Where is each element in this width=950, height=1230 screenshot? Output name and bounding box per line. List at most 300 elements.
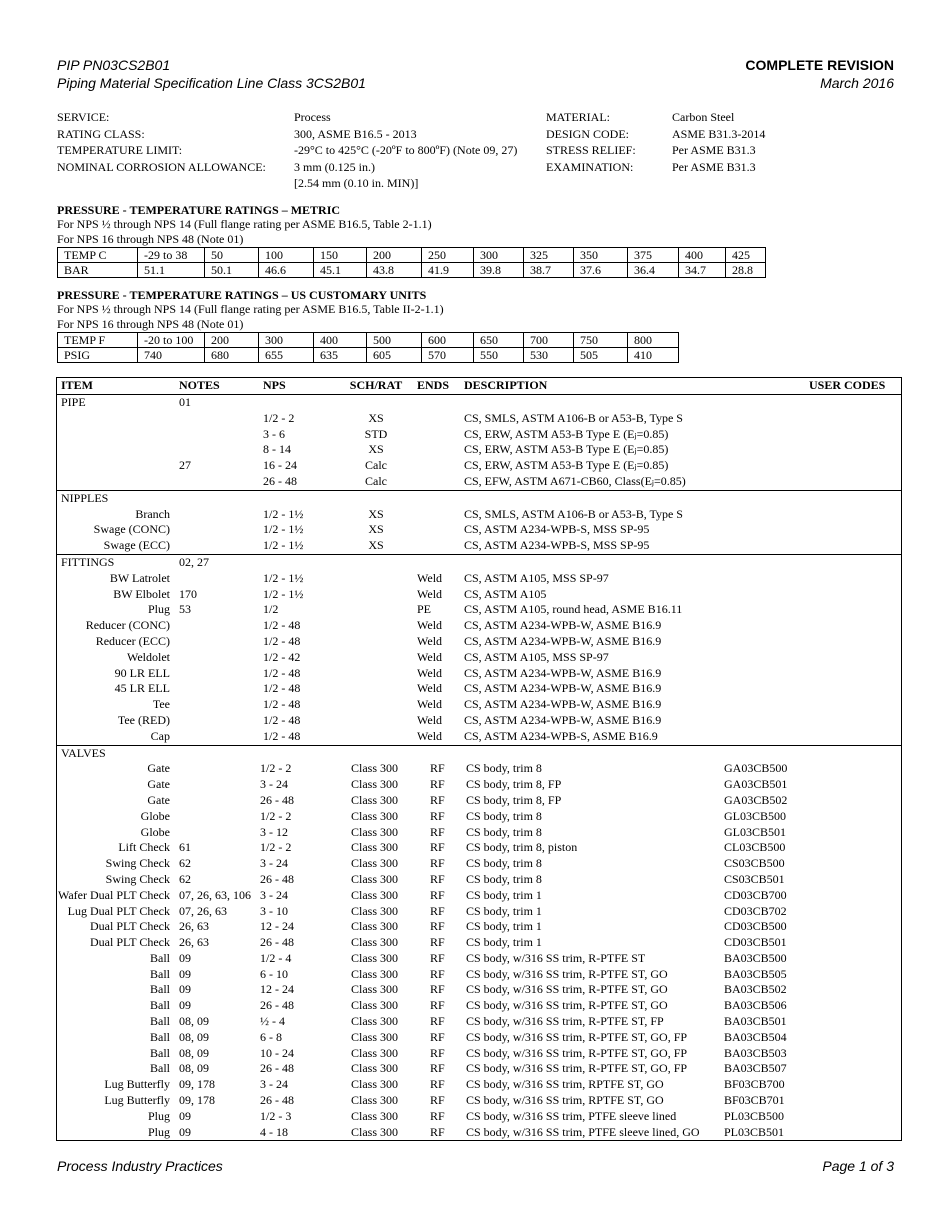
table-row [57,1061,901,1077]
sch-cell: Class 300 [351,777,399,792]
nps-cell: 3 - 24 [260,856,288,871]
ends-cell: RF [430,903,445,918]
description-cell: CS, ERW, ASTM A53-B Type E (Eⱼ=0.85) [464,458,669,473]
description-cell: CS body, trim 1 [466,935,542,950]
sch-cell: Class 300 [351,808,399,823]
table-row [57,809,901,825]
user-code-cell: CS03CB501 [724,871,785,886]
user-code-cell: BF03CB700 [724,1077,785,1092]
nps-cell: 1/2 - 2 [260,761,292,776]
table-cell: PSIG [58,348,138,363]
table-cell: 300 [474,248,524,263]
description-cell: CS body, trim 8, piston [466,840,578,855]
description-cell: CS, SMLS, ASTM A106-B or A53-B, Type S [464,506,683,521]
ends-cell: Weld [417,649,443,664]
nps-cell: 1/2 - 2 [263,410,295,425]
ends-cell: RF [430,1045,445,1060]
nps-cell: 26 - 48 [263,473,297,488]
user-code-cell: BA03CB501 [724,1014,787,1029]
table-cell: 550 [474,348,524,363]
user-code-cell: CD03CB500 [724,919,787,934]
notes-cell: 01 [179,395,191,409]
item-cell: Swage (CONC) [93,522,170,537]
notes-cell: 09 [179,966,191,981]
sch-cell: Class 300 [351,998,399,1013]
user-code-cell: BF03CB701 [724,1093,785,1108]
sch-cell: Class 300 [351,1093,399,1108]
table-header-row [57,378,901,395]
rating-value: 300, ASME B16.5 - 2013 [294,126,417,141]
nps-cell: 1/2 - 48 [263,633,301,648]
user-code-cell: PL03CB500 [724,1108,785,1123]
metric-note-1: For NPS ½ through NPS 14 (Full flange rating per ASME B16.5, Table 2-1.1) [57,217,432,231]
item-cell: 90 LR ELL [114,665,170,680]
nps-cell: 3 - 10 [260,903,288,918]
group-title-row [57,491,901,507]
item-cell: Tee (RED) [117,712,170,727]
description-cell: CS, ASTM A105, MSS SP-97 [464,570,609,585]
ends-cell: RF [430,761,445,776]
table-row [57,1030,901,1046]
notes-cell: 08, 09 [179,1061,209,1076]
table-row [57,474,901,490]
col-header-sch: SCH/RAT [349,378,403,392]
description-cell: CS body, w/316 SS trim, R-PTFE ST, GO, FP [466,1045,688,1060]
table-row [57,777,901,793]
item-cell: Reducer (CONC) [85,618,170,633]
ends-cell: RF [430,1014,445,1029]
metric-bar-row [58,263,766,278]
user-code-cell: BA03CB503 [724,1045,787,1060]
description-cell: CS body, w/316 SS trim, R-PTFE ST, GO [466,982,668,997]
nps-cell: 6 - 10 [260,966,288,981]
table-cell: 740 [138,348,205,363]
item-cell: Swing Check [105,871,170,886]
table-cell: 250 [422,248,474,263]
table-row [57,1046,901,1062]
nps-cell: 26 - 48 [260,998,294,1013]
info-values-right [672,109,765,175]
table-cell: 50.1 [205,263,259,278]
design-code-value: ASME B31.3-2014 [672,126,766,141]
table-cell: 200 [205,333,259,348]
table-cell: 375 [628,248,679,263]
item-cell: BW Latrolet [109,570,170,585]
table-row [57,951,901,967]
info-values-left [294,109,517,192]
notes-cell: 27 [179,458,191,473]
description-cell: CS body, trim 1 [466,919,542,934]
table-row [57,650,901,666]
item-cell: Dual PLT Check [90,935,170,950]
item-cell: Swage (ECC) [103,538,170,553]
description-cell: CS, ASTM A234-WPB-W, ASME B16.9 [464,665,662,680]
table-row [57,1077,901,1093]
ends-cell: RF [430,950,445,965]
rating-label: RATING CLASS: [57,126,145,141]
sch-cell: Class 300 [351,903,399,918]
user-code-cell: BA03CB504 [724,1029,787,1044]
table-cell: 50 [205,248,259,263]
table-cell: 39.8 [474,263,524,278]
description-cell: CS body, trim 1 [466,887,542,902]
item-cell: Dual PLT Check [90,919,170,934]
notes-cell: 170 [179,586,197,601]
group-title: FITTINGS [61,554,115,569]
examination-label: EXAMINATION: [546,159,634,174]
notes-cell: 08, 09 [179,1014,209,1029]
description-cell: CS body, w/316 SS trim, R-PTFE ST, GO [466,998,668,1013]
description-cell: CS, ASTM A105, MSS SP-97 [464,649,609,664]
item-cell: Globe [140,808,170,823]
table-cell: 300 [259,333,314,348]
table-cell: 41.9 [422,263,474,278]
table-cell: 800 [628,333,679,348]
description-cell: CS body, w/316 SS trim, PTFE sleeve lined [466,1108,677,1123]
description-cell: CS, ASTM A234-WPB-W, ASME B16.9 [464,697,662,712]
table-cell: 605 [367,348,422,363]
info-labels-left [57,109,266,175]
description-cell: CS, ASTM A234-WPB-S, MSS SP-95 [464,522,650,537]
item-cell: Swing Check [105,856,170,871]
ends-cell: Weld [417,570,443,585]
item-cell: Weldolet [126,649,170,664]
sch-cell: Class 300 [351,871,399,886]
notes-cell: 09 [179,998,191,1013]
nps-cell: 16 - 24 [263,458,297,473]
item-cell: Gate [147,792,170,807]
table-row [57,1014,901,1030]
table-row [57,840,901,856]
ends-cell: RF [430,792,445,807]
table-cell: 570 [422,348,474,363]
table-row [57,793,901,809]
sch-cell: Class 300 [351,966,399,981]
ends-cell: RF [430,1093,445,1108]
nps-cell: 1/2 - 2 [260,808,292,823]
user-code-cell: BA03CB500 [724,950,787,965]
nps-cell: 1/2 - 48 [263,618,301,633]
nipples-group [57,490,901,554]
group-title-row [57,395,901,411]
user-code-cell: GL03CB500 [724,808,787,823]
nps-cell: ½ - 4 [260,1014,285,1029]
table-row [57,427,901,443]
table-cell: 600 [422,333,474,348]
ends-cell: Weld [417,618,443,633]
footer-page-number: Page 1 of 3 [822,1158,894,1174]
col-header-ends: ENDS [417,378,450,392]
user-code-cell: GA03CB502 [724,792,788,807]
ends-cell: RF [430,777,445,792]
user-code-cell: GA03CB500 [724,761,788,776]
table-cell: 325 [524,248,574,263]
user-code-cell: BA03CB507 [724,1061,787,1076]
description-cell: CS body, trim 8 [466,808,542,823]
table-cell: 45.1 [314,263,367,278]
item-cell: Lug Dual PLT Check [67,903,170,918]
user-code-cell: CD03CB501 [724,935,787,950]
table-row [57,522,901,538]
item-cell: Ball [150,1029,170,1044]
table-cell: 51.1 [138,263,205,278]
us-title: PRESSURE - TEMPERATURE RATINGS – US CUSTOMARY UNITS [57,288,427,302]
notes-cell: 26, 63 [179,919,209,934]
table-row [57,904,901,920]
sch-cell: STD [364,426,388,441]
ends-cell: Weld [417,665,443,680]
sch-cell: Class 300 [351,1124,399,1139]
item-cell: Globe [140,824,170,839]
component-table [56,377,902,1141]
table-row [57,411,901,427]
notes-cell: 09, 178 [179,1093,215,1108]
notes-cell: 26, 63 [179,935,209,950]
table-cell: 750 [574,333,628,348]
ends-cell: RF [430,982,445,997]
nps-cell: 1/2 - 48 [263,712,301,727]
table-row [57,967,901,983]
col-header-item: ITEM [61,378,94,392]
table-row [57,587,901,603]
user-code-cell: GA03CB501 [724,777,788,792]
user-code-cell: CD03CB702 [724,903,787,918]
us-note-1: For NPS ½ through NPS 14 (Full flange rating per ASME B16.5, Table II-2-1.1) [57,302,444,316]
item-cell: Cap [150,728,170,743]
table-row [57,1093,901,1109]
service-label: SERVICE: [57,110,110,124]
item-cell: Plug [147,1108,170,1123]
table-cell: 410 [628,348,679,363]
table-row [57,872,901,888]
ends-cell: PE [417,602,432,617]
description-cell: CS body, trim 1 [466,903,542,918]
us-ratings-table [57,332,679,363]
sch-cell: Class 300 [351,982,399,997]
notes-cell: 09 [179,1108,191,1123]
sch-cell: Class 300 [351,1045,399,1060]
user-code-cell: PL03CB501 [724,1124,785,1139]
description-cell: CS, ASTM A234-WPB-S, MSS SP-95 [464,538,650,553]
table-row [57,538,901,554]
nps-cell: 26 - 48 [260,871,294,886]
col-header-nps: NPS [263,378,286,392]
pipe-group [57,395,901,490]
sch-cell: Class 300 [351,840,399,855]
ends-cell: RF [430,919,445,934]
metric-temp-row [58,248,766,263]
table-cell: 425 [726,248,766,263]
us-psig-row [58,348,679,363]
description-cell: CS, ERW, ASTM A53-B Type E (Eⱼ=0.85) [464,442,669,457]
footer-org: Process Industry Practices [57,1158,223,1174]
table-cell: 400 [679,248,726,263]
ends-cell: RF [430,966,445,981]
description-cell: CS body, w/316 SS trim, RPTFE ST, GO [466,1077,664,1092]
item-cell: Tee [152,697,170,712]
table-cell: -20 to 100 [138,333,205,348]
table-row [57,571,901,587]
nps-cell: 1/2 - 4 [260,950,292,965]
user-code-cell: BA03CB505 [724,966,787,981]
sch-cell: Class 300 [351,761,399,776]
description-cell: CS, ASTM A234-WPB-W, ASME B16.9 [464,618,662,633]
material-label: MATERIAL: [546,110,610,124]
table-row [57,998,901,1014]
ends-cell: RF [430,1124,445,1139]
nps-cell: 3 - 24 [260,887,288,902]
table-cell: 150 [314,248,367,263]
nps-cell: 12 - 24 [260,982,294,997]
sch-cell: Class 300 [351,935,399,950]
table-row [57,888,901,904]
group-title: VALVES [61,745,106,760]
nps-cell: 4 - 18 [260,1124,288,1139]
table-cell: -29 to 38 [138,248,205,263]
table-cell: 46.6 [259,263,314,278]
col-header-notes: NOTES [179,378,220,392]
table-cell: TEMP C [58,248,138,263]
item-cell: Ball [150,966,170,981]
table-row [57,442,901,458]
group-title-row [57,555,901,571]
table-row [57,825,901,841]
item-cell: Ball [150,982,170,997]
notes-cell: 02, 27 [179,554,209,569]
group-title: NIPPLES [61,490,109,505]
notes-cell: 07, 26, 63, 106 [179,887,251,902]
metric-ratings-table [57,247,766,278]
design-code-label: DESIGN CODE: [546,126,629,141]
notes-cell: 09 [179,1124,191,1139]
ends-cell: RF [430,840,445,855]
sch-cell: Class 300 [351,1014,399,1029]
table-row [57,602,901,618]
table-row [57,729,901,745]
ends-cell: Weld [417,681,443,696]
item-cell: Ball [150,1014,170,1029]
notes-cell: 07, 26, 63 [179,903,227,918]
revision-date: March 2016 [820,75,894,91]
sch-cell: XS [368,506,384,521]
description-cell: CS, ASTM A234-WPB-W, ASME B16.9 [464,633,662,648]
table-cell: 28.8 [726,263,766,278]
description-cell: CS body, w/316 SS trim, R-PTFE ST, GO [466,966,668,981]
nps-cell: 10 - 24 [260,1045,294,1060]
notes-cell: 08, 09 [179,1045,209,1060]
ends-cell: Weld [417,728,443,743]
service-value: Process [294,110,331,124]
ends-cell: RF [430,998,445,1013]
item-cell: Lift Check [118,840,170,855]
sch-cell: Class 300 [351,919,399,934]
sch-cell: Class 300 [351,792,399,807]
user-code-cell: BA03CB506 [724,998,787,1013]
group-title-row [57,746,901,762]
nps-cell: 1/2 - 1½ [263,586,304,601]
nps-cell: 3 - 24 [260,777,288,792]
sch-cell: Class 300 [351,824,399,839]
ends-cell: Weld [417,586,443,601]
sch-cell: XS [368,410,384,425]
table-row [57,713,901,729]
examination-value: Per ASME B31.3 [672,159,756,174]
ends-cell: RF [430,856,445,871]
valves-group [57,745,901,1141]
sch-cell: Class 300 [351,1029,399,1044]
ends-cell: RF [430,1108,445,1123]
nps-cell: 3 - 12 [260,824,288,839]
metric-note-2: For NPS 16 through NPS 48 (Note 01) [57,232,244,246]
description-cell: CS, SMLS, ASTM A106-B or A53-B, Type S [464,410,683,425]
item-cell: 45 LR ELL [114,681,170,696]
table-cell: 43.8 [367,263,422,278]
corrosion-label: NOMINAL CORROSION ALLOWANCE: [57,159,266,174]
description-cell: CS, EFW, ASTM A671-CB60, Class(Eⱼ=0.85) [464,473,686,488]
table-row [57,919,901,935]
user-code-cell: GL03CB501 [724,824,787,839]
table-cell: 680 [205,348,259,363]
description-cell: CS, ASTM A234-WPB-W, ASME B16.9 [464,681,662,696]
table-cell: 38.7 [524,263,574,278]
description-cell: CS, ERW, ASTM A53-B Type E (Eⱼ=0.85) [464,426,669,441]
sch-cell: Class 300 [351,1108,399,1123]
nps-cell: 1/2 - 3 [260,1108,292,1123]
sch-cell: Class 300 [351,1061,399,1076]
user-code-cell: CL03CB500 [724,840,786,855]
nps-cell: 1/2 - 48 [263,697,301,712]
item-cell: Gate [147,761,170,776]
description-cell: CS, ASTM A234-WPB-W, ASME B16.9 [464,712,662,727]
sch-cell: Class 300 [351,1077,399,1092]
description-cell: CS body, trim 8 [466,871,542,886]
us-note-2: For NPS 16 through NPS 48 (Note 01) [57,317,244,331]
item-cell: Ball [150,1061,170,1076]
ends-cell: RF [430,887,445,902]
nps-cell: 1/2 - 1½ [263,506,304,521]
sch-cell: XS [368,538,384,553]
description-cell: CS, ASTM A234-WPB-S, ASME B16.9 [464,728,658,743]
item-cell: Plug [147,602,170,617]
stress-relief-value: Per ASME B31.3 [672,143,756,157]
nps-cell: 1/2 [263,602,279,617]
item-cell: Plug [147,1124,170,1139]
nps-cell: 1/2 - 48 [263,681,301,696]
nps-cell: 3 - 24 [260,1077,288,1092]
ends-cell: Weld [417,697,443,712]
notes-cell: 62 [179,856,191,871]
sch-cell: XS [368,522,384,537]
nps-cell: 26 - 48 [260,935,294,950]
ends-cell: Weld [417,633,443,648]
description-cell: CS body, trim 8, FP [466,792,562,807]
sch-cell: Class 300 [351,887,399,902]
nps-cell: 6 - 8 [260,1029,282,1044]
table-cell: 635 [314,348,367,363]
table-row [57,761,901,777]
table-row [57,618,901,634]
col-header-user-codes: USER CODES [809,378,886,392]
table-row [57,1109,901,1125]
nps-cell: 8 - 14 [263,442,291,457]
description-cell: CS body, trim 8 [466,761,542,776]
table-cell: 500 [367,333,422,348]
table-row [57,507,901,523]
table-row [57,666,901,682]
nps-cell: 1/2 - 48 [263,665,301,680]
nps-cell: 1/2 - 1½ [263,538,304,553]
doc-title: Piping Material Specification Line Class 3CS2B01 [57,75,366,91]
